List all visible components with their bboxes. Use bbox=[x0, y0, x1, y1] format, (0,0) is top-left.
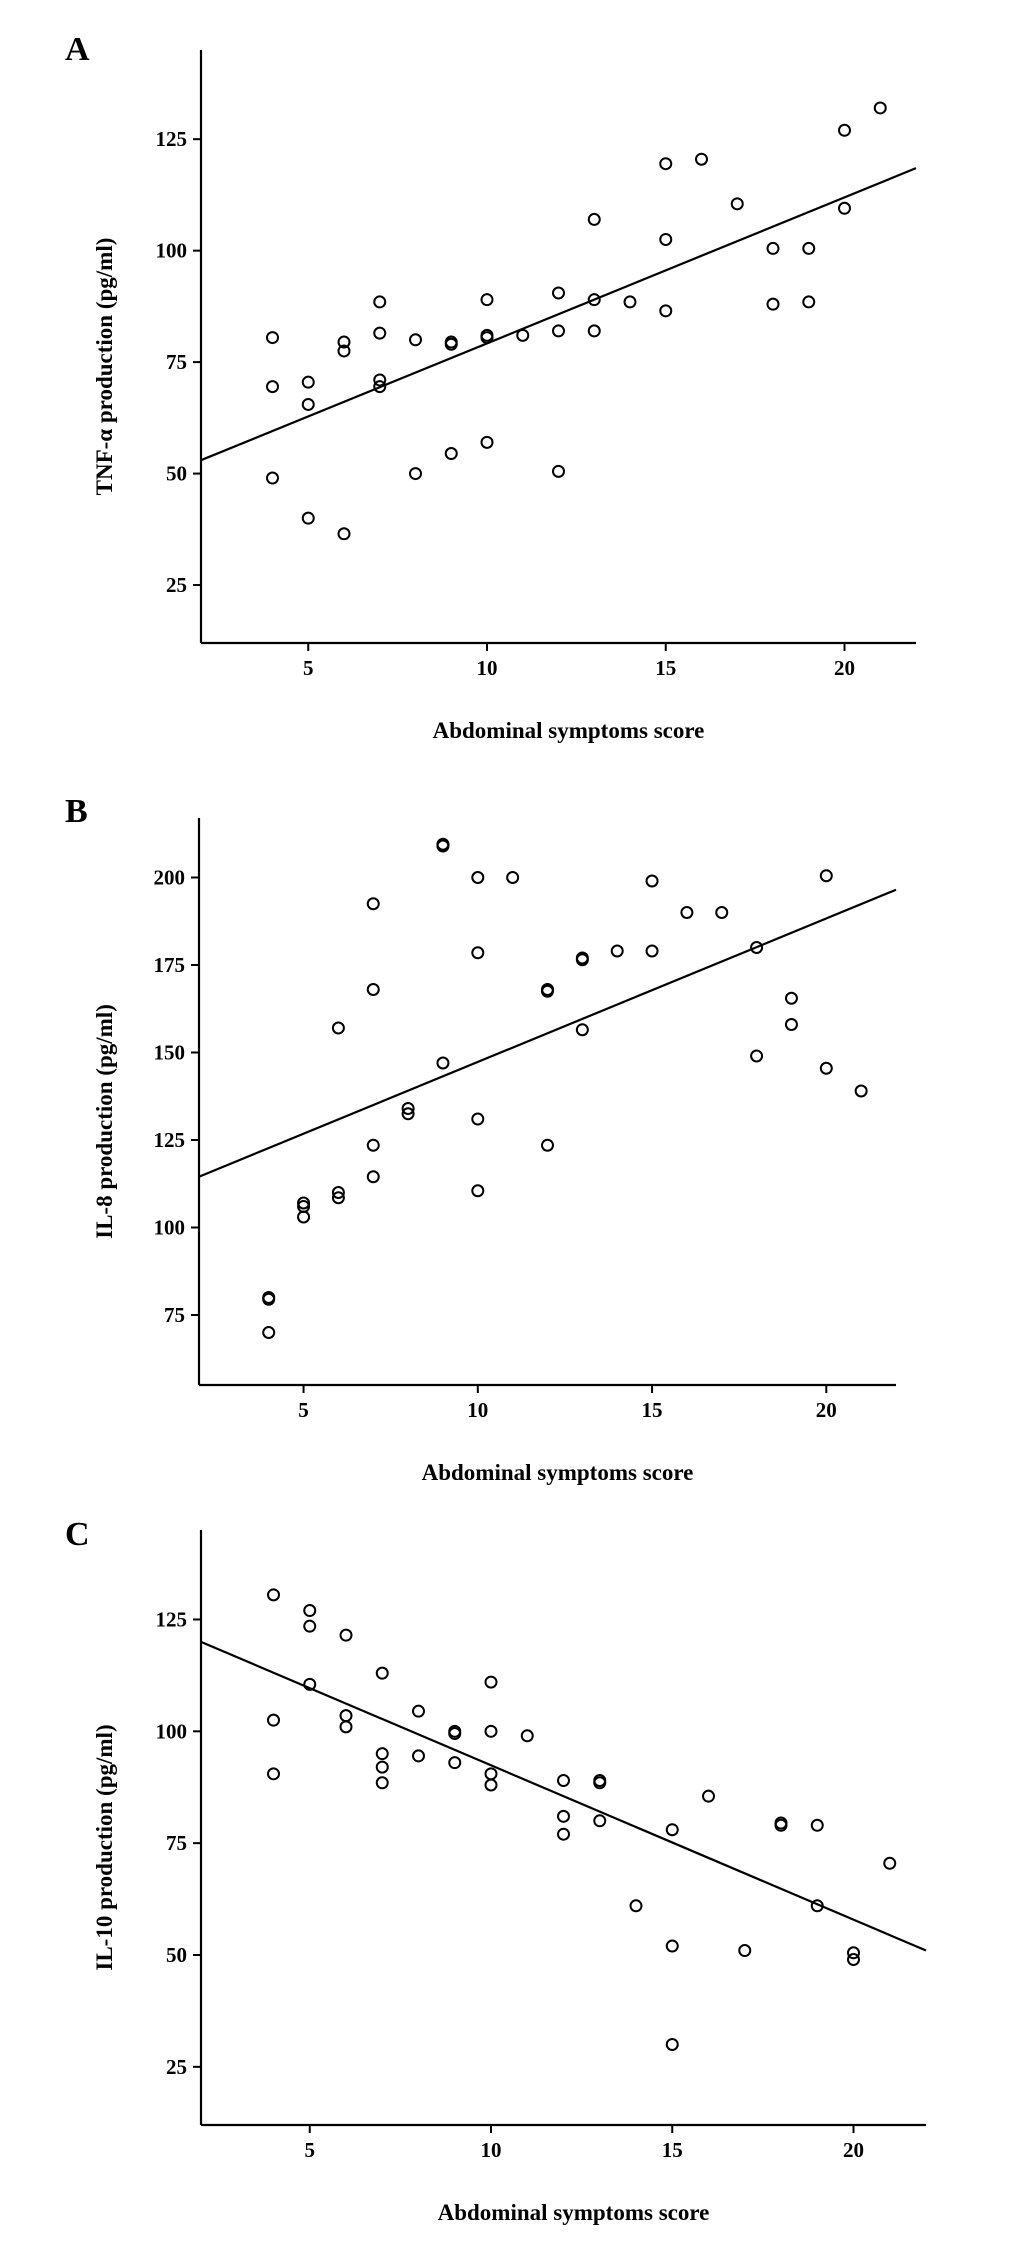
x-tick-label: 20 bbox=[834, 656, 855, 680]
data-point bbox=[821, 870, 832, 881]
data-point bbox=[839, 203, 850, 214]
y-tick-label: 125 bbox=[153, 1128, 185, 1152]
data-point bbox=[268, 1589, 279, 1600]
trend-line bbox=[199, 890, 896, 1177]
data-point bbox=[267, 473, 278, 484]
y-tick-label: 100 bbox=[153, 1215, 185, 1240]
y-tick-label: 75 bbox=[164, 1303, 185, 1327]
x-tick-label: 10 bbox=[467, 1398, 489, 1422]
y-tick-label: 75 bbox=[166, 1831, 187, 1856]
data-point bbox=[377, 1748, 388, 1759]
data-point bbox=[303, 399, 314, 410]
y-tick-label: 125 bbox=[155, 127, 187, 152]
axes bbox=[201, 1530, 926, 2125]
data-point bbox=[341, 1710, 352, 1721]
data-point bbox=[558, 1811, 569, 1822]
y-tick-label: 100 bbox=[155, 238, 187, 263]
data-point bbox=[703, 1791, 714, 1802]
data-point bbox=[304, 1621, 315, 1632]
data-point bbox=[667, 1941, 678, 1952]
y-axis-title: IL-8 production (pg/ml) bbox=[92, 1004, 117, 1239]
data-point bbox=[647, 876, 658, 887]
data-point bbox=[553, 287, 564, 298]
panel-c bbox=[65, 1516, 926, 2225]
data-point bbox=[768, 299, 779, 310]
data-point bbox=[751, 1051, 762, 1062]
panel-a bbox=[65, 31, 916, 743]
data-point bbox=[339, 528, 350, 539]
data-point bbox=[522, 1730, 533, 1741]
data-point bbox=[542, 1140, 553, 1151]
data-point bbox=[368, 1171, 379, 1182]
axes bbox=[201, 50, 916, 643]
data-point bbox=[410, 334, 421, 345]
data-point bbox=[341, 1721, 352, 1732]
x-tick-label: 5 bbox=[303, 656, 314, 680]
data-point bbox=[377, 1668, 388, 1679]
tick-marks bbox=[154, 866, 837, 1423]
x-tick-label: 10 bbox=[480, 2138, 502, 2162]
y-tick-label: 50 bbox=[166, 461, 187, 486]
data-point bbox=[410, 468, 421, 479]
data-point bbox=[472, 872, 483, 883]
data-point bbox=[449, 1757, 460, 1768]
y-tick-label: 175 bbox=[153, 953, 185, 977]
y-tick-label: 25 bbox=[166, 2054, 187, 2079]
data-point bbox=[472, 1185, 483, 1196]
y-tick-label: 25 bbox=[166, 573, 187, 598]
data-point bbox=[812, 1820, 823, 1831]
data-point bbox=[660, 234, 671, 245]
trend-line bbox=[201, 1642, 926, 1951]
data-point bbox=[413, 1706, 424, 1717]
data-point bbox=[589, 214, 600, 225]
data-point bbox=[472, 947, 483, 958]
tick-marks bbox=[156, 127, 856, 680]
data-point bbox=[647, 946, 658, 957]
x-tick-label: 15 bbox=[661, 2138, 683, 2162]
x-tick-label: 10 bbox=[476, 656, 498, 680]
data-point bbox=[267, 381, 278, 392]
data-point bbox=[875, 102, 886, 113]
data-point bbox=[374, 296, 385, 307]
y-tick-label: 50 bbox=[166, 1943, 187, 1967]
y-axis-title: IL-10 production (pg/ml) bbox=[92, 1724, 117, 1971]
data-point bbox=[303, 513, 314, 524]
data-point bbox=[268, 1768, 279, 1779]
x-tick-label: 5 bbox=[304, 2138, 315, 2162]
x-tick-label: 5 bbox=[298, 1398, 309, 1422]
data-point bbox=[558, 1775, 569, 1786]
data-point bbox=[612, 946, 623, 957]
data-point bbox=[374, 328, 385, 339]
data-point bbox=[377, 1762, 388, 1773]
data-point bbox=[660, 158, 671, 169]
data-point bbox=[589, 325, 600, 336]
data-points bbox=[201, 102, 916, 539]
x-tick-label: 20 bbox=[815, 1398, 837, 1422]
data-point bbox=[413, 1750, 424, 1761]
data-point bbox=[267, 332, 278, 343]
data-point bbox=[304, 1605, 315, 1616]
y-tick-label: 100 bbox=[155, 1719, 187, 1744]
data-point bbox=[368, 898, 379, 909]
data-point bbox=[482, 294, 493, 305]
y-tick-label: 125 bbox=[155, 1607, 187, 1632]
data-point bbox=[839, 125, 850, 136]
data-point bbox=[739, 1945, 750, 1956]
data-point bbox=[263, 1327, 274, 1338]
data-points bbox=[201, 1589, 926, 2050]
data-point bbox=[486, 1780, 497, 1791]
data-point bbox=[803, 296, 814, 307]
axes bbox=[199, 818, 896, 1385]
data-point bbox=[681, 907, 692, 918]
data-point bbox=[848, 1954, 859, 1965]
data-point bbox=[667, 2039, 678, 2050]
trend-line bbox=[201, 168, 916, 460]
x-tick-label: 15 bbox=[655, 656, 677, 680]
panel-letter: A bbox=[65, 31, 90, 68]
data-point bbox=[577, 1024, 588, 1035]
data-point bbox=[558, 1829, 569, 1840]
data-point bbox=[625, 296, 636, 307]
data-point bbox=[732, 198, 743, 209]
x-axis-title: Abdominal symptoms score bbox=[432, 718, 705, 743]
x-axis-title: Abdominal symptoms score bbox=[437, 2200, 710, 2225]
data-point bbox=[884, 1858, 895, 1869]
data-point bbox=[821, 1063, 832, 1074]
data-point bbox=[507, 872, 518, 883]
data-point bbox=[368, 1140, 379, 1151]
data-point bbox=[768, 243, 779, 254]
tick-marks bbox=[156, 1607, 865, 2162]
panel-letter: C bbox=[65, 1516, 90, 1553]
data-point bbox=[667, 1824, 678, 1835]
x-axis-title: Abdominal symptoms score bbox=[421, 1460, 694, 1485]
data-point bbox=[594, 1815, 605, 1826]
y-tick-label: 75 bbox=[166, 350, 187, 375]
data-point bbox=[856, 1086, 867, 1097]
x-tick-label: 15 bbox=[641, 1398, 663, 1422]
data-point bbox=[333, 1023, 344, 1034]
data-point bbox=[803, 243, 814, 254]
data-point bbox=[268, 1715, 279, 1726]
data-points bbox=[199, 839, 896, 1338]
data-point bbox=[472, 1114, 483, 1125]
data-point bbox=[786, 993, 797, 1004]
y-axis-title: TNF-α production (pg/ml) bbox=[92, 237, 117, 496]
data-point bbox=[716, 907, 727, 918]
data-point bbox=[786, 1019, 797, 1030]
data-point bbox=[486, 1768, 497, 1779]
y-tick-label: 150 bbox=[153, 1040, 185, 1065]
data-point bbox=[631, 1900, 642, 1911]
data-point bbox=[446, 448, 457, 459]
data-point bbox=[303, 377, 314, 388]
data-point bbox=[660, 305, 671, 316]
data-point bbox=[553, 325, 564, 336]
data-point bbox=[437, 1058, 448, 1069]
x-tick-label: 20 bbox=[843, 2138, 864, 2162]
data-point bbox=[377, 1777, 388, 1788]
data-point bbox=[696, 154, 707, 165]
panel-b bbox=[65, 793, 896, 1485]
data-point bbox=[486, 1677, 497, 1688]
data-point bbox=[368, 984, 379, 995]
data-point bbox=[482, 437, 493, 448]
data-point bbox=[298, 1212, 309, 1223]
data-point bbox=[553, 466, 564, 477]
data-point bbox=[341, 1630, 352, 1641]
data-point bbox=[486, 1726, 497, 1737]
panel-letter: B bbox=[65, 793, 88, 830]
y-tick-label: 200 bbox=[153, 865, 185, 890]
